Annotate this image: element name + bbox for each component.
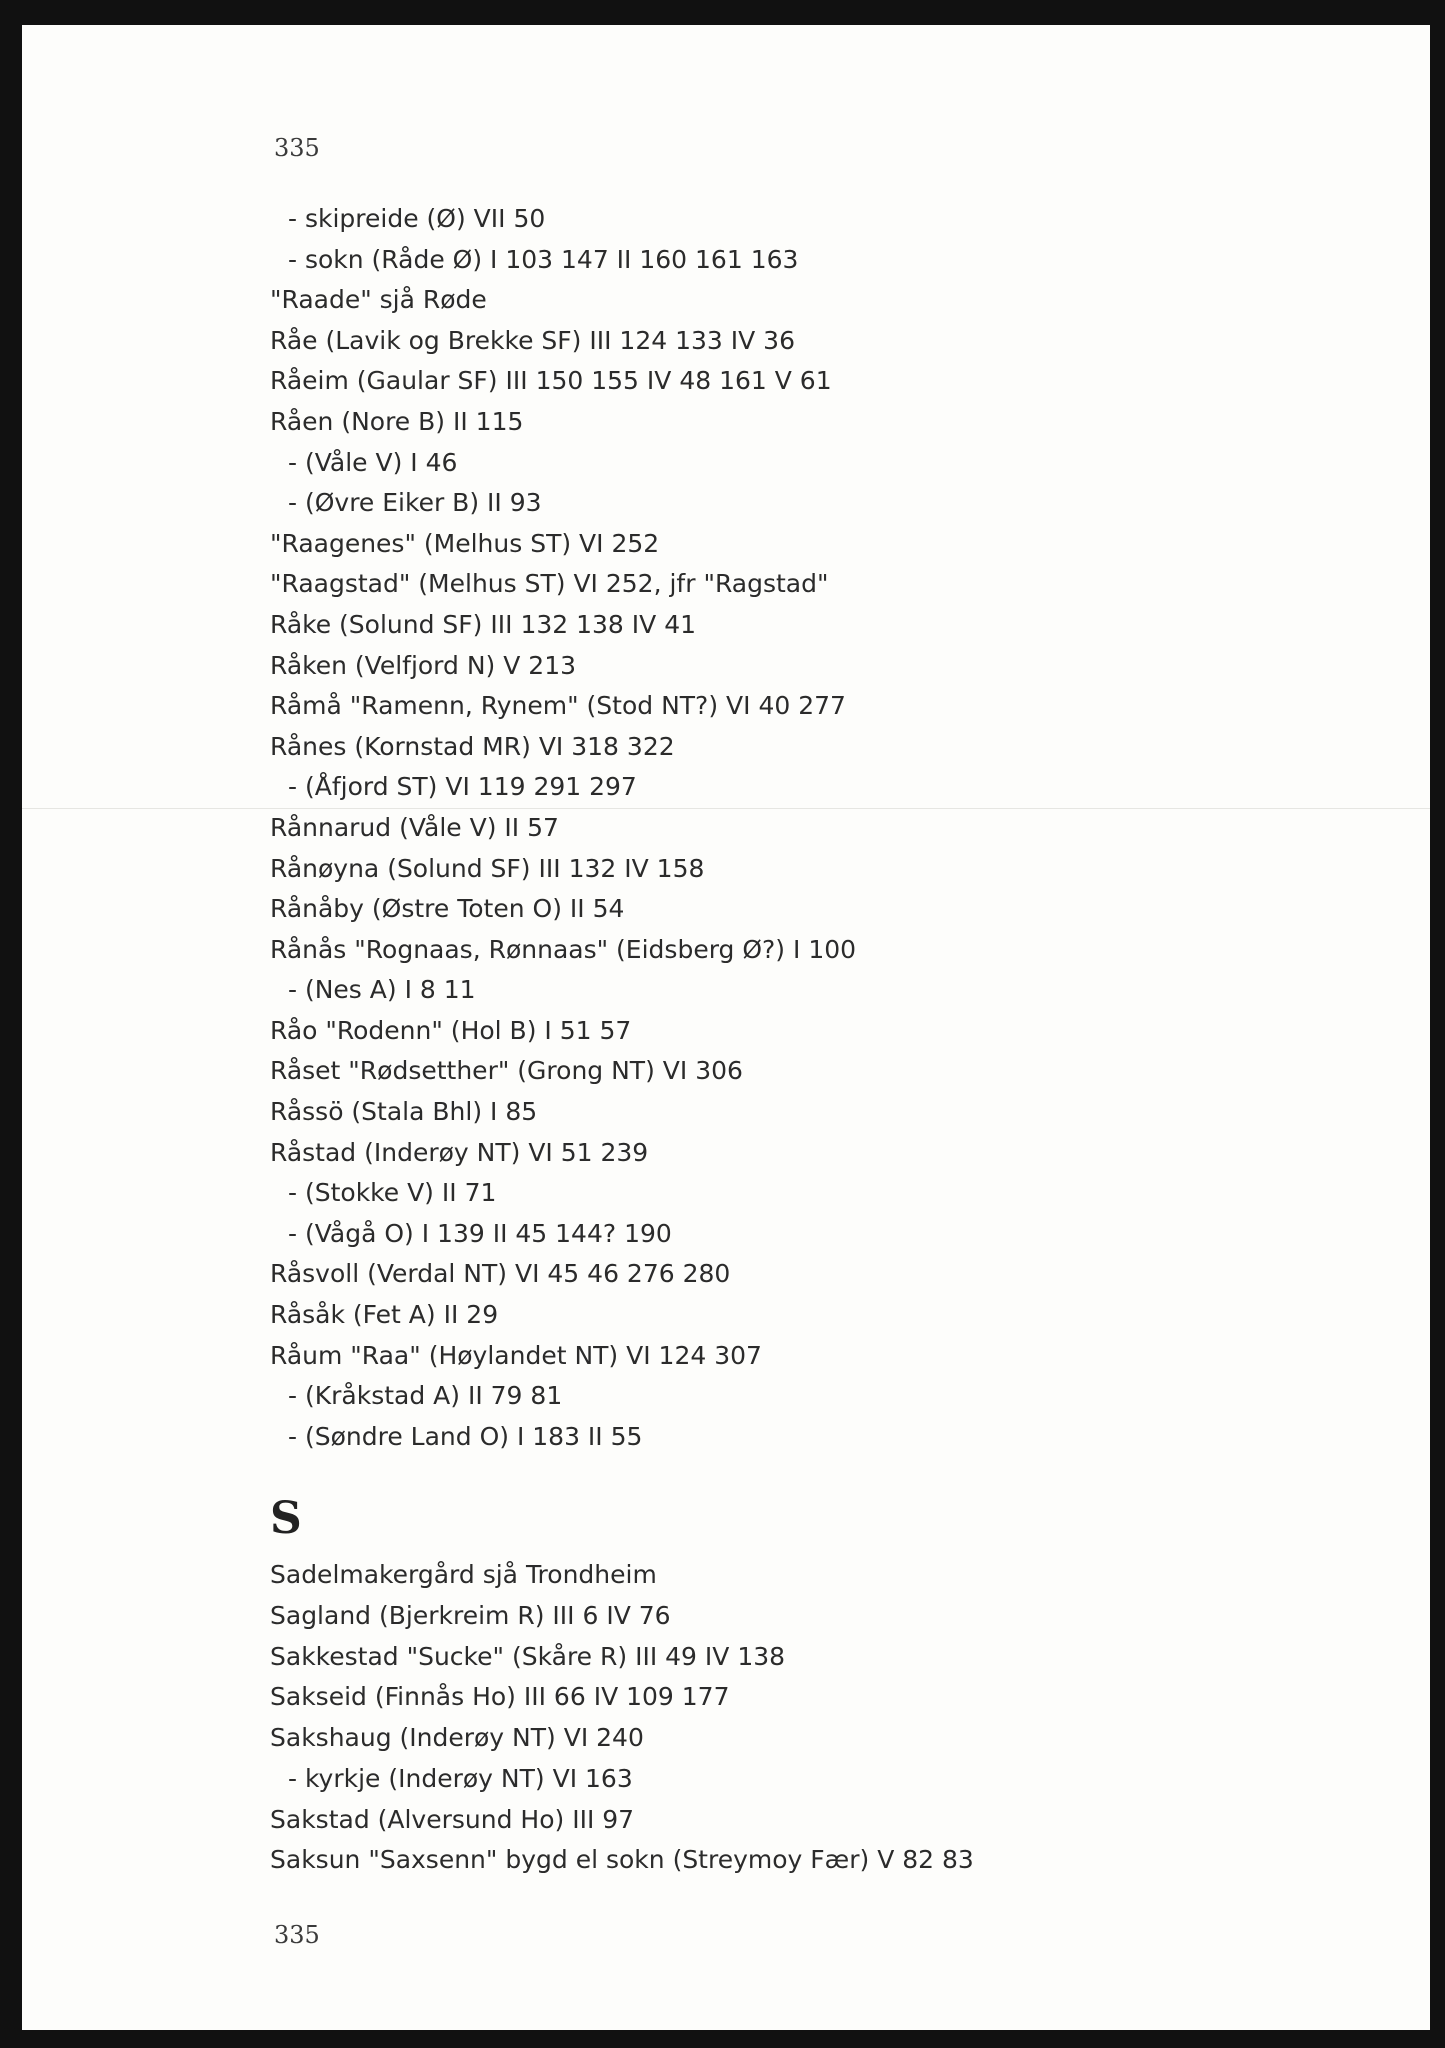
index-entry: Råstad (Inderøy NT) VI 51 239 [270,1137,649,1167]
index-entry: Råmå "Ramenn, Rynem" (Stod NT?) VI 40 277 [270,691,846,721]
index-subentry: - (Våle V) I 46 [288,447,458,477]
index-entry: Rånøyna (Solund SF) III 132 IV 158 [270,853,705,883]
index-subentry: - (Nes A) I 8 11 [288,975,476,1005]
index-entry: Råe (Lavik og Brekke SF) III 124 133 IV 36 [270,325,795,355]
index-entry: "Raade" sjå Røde [270,285,487,315]
index-entry: Rånes (Kornstad MR) VI 318 322 [270,731,675,761]
document-page [22,25,1430,2030]
index-entry: Rånås "Rognaas, Rønnaas" (Eidsberg Ø?) I 100 [270,934,857,964]
index-entry: Råo "Rodenn" (Hol B) I 51 57 [270,1015,632,1045]
index-entry: Råssö (Stala Bhl) I 85 [270,1097,538,1127]
index-entries-s [270,1555,974,1881]
index-entry: Sakkestad "Sucke" (Skåre R) III 49 IV 138 [270,1641,786,1671]
index-entries-r [270,199,856,1457]
index-entry: "Raagstad" (Melhus ST) VI 252, jfr "Ragstad" [270,569,829,599]
index-entry: Saksun "Saxsenn" bygd el sokn (Streymoy Fær) V 82 83 [270,1845,974,1875]
index-entry: Råsvoll (Verdal NT) VI 45 46 276 280 [270,1259,731,1289]
index-subentry: - (Vågå O) I 139 II 45 144? 190 [288,1218,672,1248]
section-letter-heading: S [270,1493,302,1544]
index-subentry: - (Stokke V) II 71 [288,1178,497,1208]
index-entry: Sakstad (Alversund Ho) III 97 [270,1804,635,1834]
index-entry: "Raagenes" (Melhus ST) VI 252 [270,528,660,558]
index-entry: Sakseid (Finnås Ho) III 66 IV 109 177 [270,1682,730,1712]
index-entry: Råum "Raa" (Høylandet NT) VI 124 307 [270,1340,762,1370]
index-entry: Råken (Velfjord N) V 213 [270,650,577,680]
index-subentry: - skipreide (Ø) VII 50 [288,204,546,233]
page-number-top: 335 [274,134,320,162]
index-entry: Sakshaug (Inderøy NT) VI 240 [270,1723,644,1752]
index-entry: Sagland (Bjerkreim R) III 6 IV 76 [270,1600,671,1630]
index-subentry: - (Søndre Land O) I 183 II 55 [288,1421,643,1451]
index-entry: Rånnarud (Våle V) II 57 [270,812,559,842]
index-entry: Råsåk (Fet A) II 29 [270,1300,499,1330]
index-entry: Råke (Solund SF) III 132 138 IV 41 [270,609,697,639]
page-number-bottom: 335 [274,1921,320,1949]
index-subentry: - (Øvre Eiker B) II 93 [288,488,542,518]
index-entry: Råen (Nore B) II 115 [270,406,524,436]
index-subentry: - (Åfjord ST) VI 119 291 297 [288,772,637,802]
index-subentry: - sokn (Råde Ø) I 103 147 II 160 161 163 [288,244,799,274]
index-entry: Rånåby (Østre Toten O) II 54 [270,894,625,924]
index-subentry: - kyrkje (Inderøy NT) VI 163 [288,1763,633,1793]
index-entry: Sadelmakergård sjå Trondheim [270,1560,657,1589]
index-entry: Råset "Rødsetther" (Grong NT) VI 306 [270,1056,743,1086]
index-entry: Råeim (Gaular SF) III 150 155 IV 48 161 V 61 [270,366,832,396]
index-subentry: - (Kråkstad A) II 79 81 [288,1381,563,1411]
